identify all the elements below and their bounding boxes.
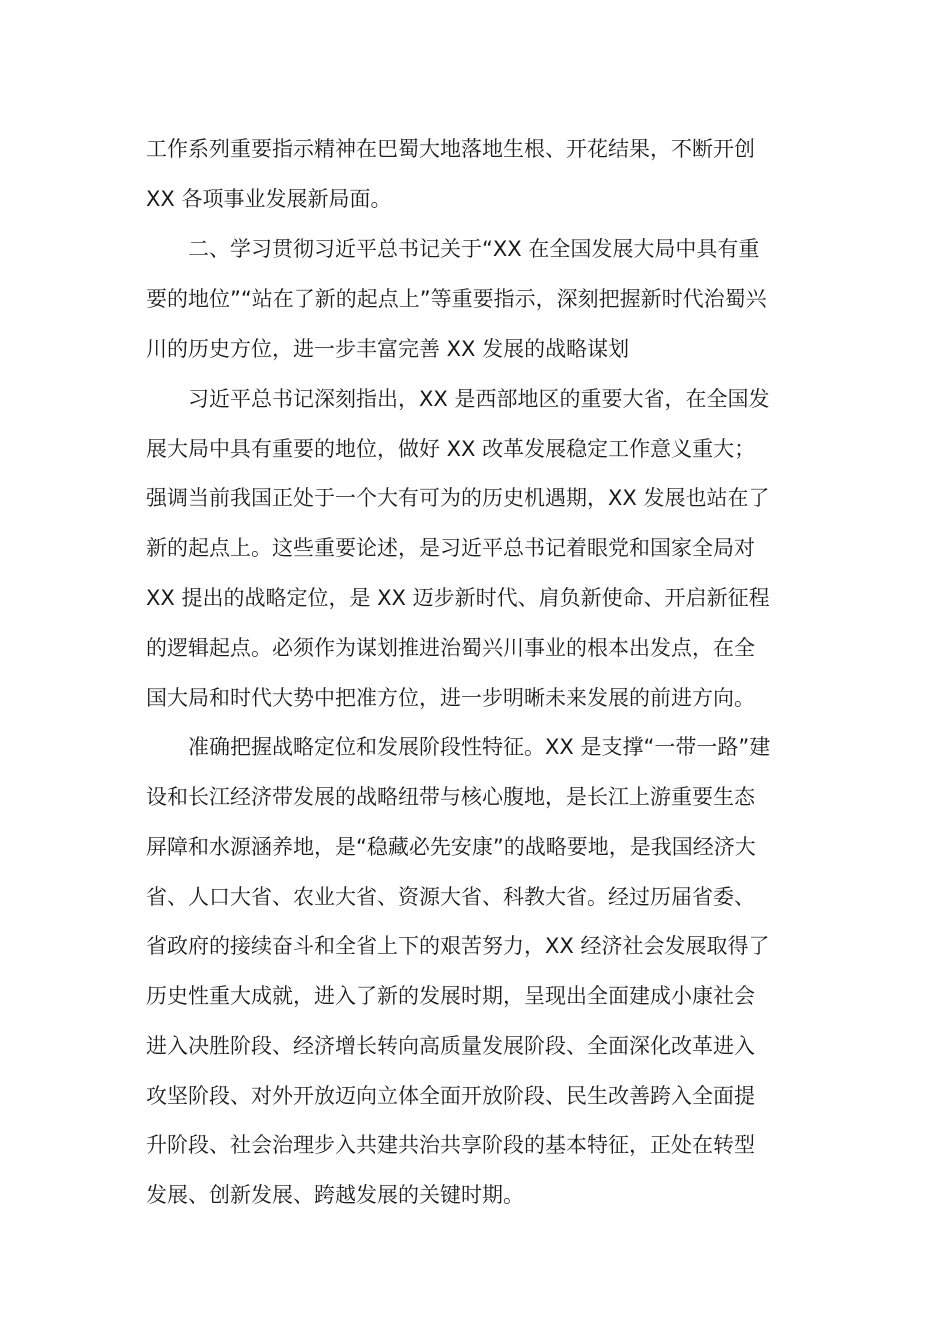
text-line: 省政府的接续奋斗和全省上下的艰苦努力，XX 经济社会发展取得了	[146, 934, 770, 958]
text-line: 展大局中具有重要的地位，做好 XX 改革发展稳定工作意义重大；	[146, 437, 756, 461]
text-line: 设和长江经济带发展的战略纽带与核心腹地，是长江上游重要生态	[146, 785, 755, 809]
text-line: XX 各项事业发展新局面。	[146, 187, 392, 211]
text-line: 历史性重大成就，进入了新的发展时期，呈现出全面建成小康社会	[146, 984, 755, 1008]
text-line: 发展、创新发展、跨越发展的关键时期。	[146, 1183, 524, 1207]
text-line: 屏障和水源涵养地，是“稳藏必先安康”的战略要地，是我国经济大	[146, 835, 756, 859]
text-line: 进入决胜阶段、经济增长转向高质量发展阶段、全面深化改革进入	[146, 1034, 755, 1058]
text-line: 强调当前我国正处于一个大有可为的历史机遇期，XX 发展也站在了	[146, 486, 770, 510]
text-line: 国大局和时代大势中把准方位，进一步明晰未来发展的前进方向。	[146, 686, 755, 710]
text-line: 准确把握战略定位和发展阶段性特征。XX 是支撑“一带一路”建	[188, 735, 771, 759]
text-line: 攻坚阶段、对外开放迈向立体全面开放阶段、民生改善跨入全面提	[146, 1084, 755, 1108]
heading-line: 川的历史方位，进一步丰富完善 XX 发展的战略谋划	[146, 337, 630, 361]
text-line: 工作系列重要指示精神在巴蜀大地落地生根、开花结果，不断开创	[146, 137, 755, 161]
text-line: 升阶段、社会治理步入共建共治共享阶段的基本特征，正处在转型	[146, 1133, 755, 1157]
text-line: 省、人口大省、农业大省、资源大省、科教大省。经过历届省委、	[146, 885, 755, 909]
text-line: 新的起点上。这些重要论述，是习近平总书记着眼党和国家全局对	[146, 536, 755, 560]
text-line: 的逻辑起点。必须作为谋划推进治蜀兴川事业的根本出发点，在全	[146, 636, 755, 660]
heading-line: 二、学习贯彻习近平总书记关于“XX 在全国发展大局中具有重	[188, 237, 760, 261]
heading-line: 要的地位”“站在了新的起点上”等重要指示，深刻把握新时代治蜀兴	[146, 287, 767, 311]
text-line: 习近平总书记深刻指出，XX 是西部地区的重要大省，在全国发	[188, 387, 770, 411]
text-line: XX 提出的战略定位，是 XX 迈步新时代、肩负新使命、开启新征程	[146, 586, 770, 610]
